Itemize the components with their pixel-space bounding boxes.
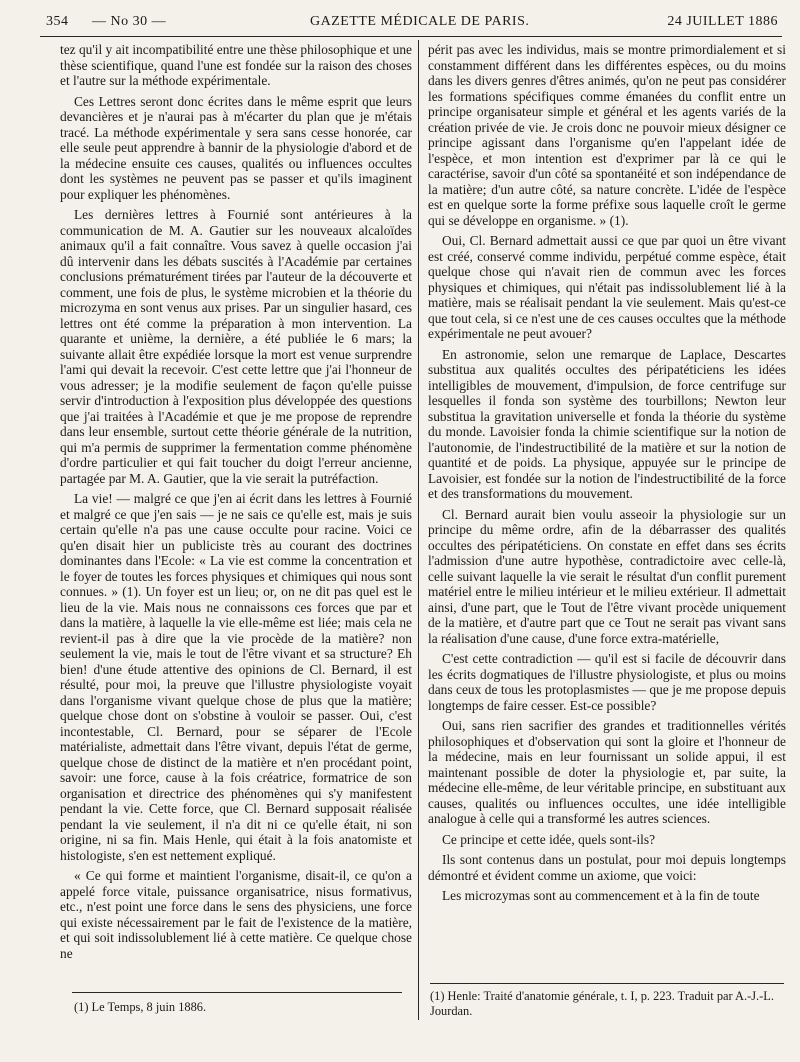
footnote-left: (1) Le Temps, 8 juin 1886. (74, 1000, 207, 1014)
paragraph: tez qu'il y ait incompatibilité entre une thèse philosophique et une thèse scientifique, quand l'une est fondée sur la raison des choses et l'autre sur la méthode expérimentale. (60, 42, 412, 88)
paragraph: La vie! — malgré ce que j'en ai écrit dans les lettres à Fournié et malgré ce que j'en sais — je ne sais ce qu'elle est, mais je suis certain qu'elle n'a pas une cause occulte pour racine. Voici ce qu'en disait hier un publiciste très au courant des doctrines dominantes dans l'Ecole: « La vie est comme la concentration et le foyer de toutes les forces physiques et chimiques qui nous sont connues. » (1). Un foyer est un lieu; or, on ne dit pas quel est le lieu de la vie. Mais nous ne connaissons ces forces que par et dans la matière, à laquelle la vie elle-même est liée; mais cela ne revient-il pas à dire que la vie procède de la matière? non seulement la vie, mais le tout de l'être vivant et sa structure? Eh bien! d'une étude attentive des opinions de Cl. Bernard, il est résulté, pour moi, la preuve que l'illustre physiologiste voyait dans l'organisme vivant quelque chose de plus que la matière; quelque chose dont on s'obstine à vouloir se passer. Oui, c'est incontestable, Cl. Bernard, pour se séparer de l'Ecole matérialiste, admettait dans l'être vivant, depuis l'état de germe, quelque chose de distinct de la matière et n'en procédant point, savoir: une force, cause à la fois créatrice, formatrice de son organisation et directrice des phénomènes qui s'y manifestent pendant la vie. Cette force, que Cl. Bernard supposait réalisée pendant la vie seulement, il n'a dit ni ce qu'elle était, ni son origine, ni sa fin. Mais Henle, qui était à la fois anatomiste et histologiste, s'en est nettement expliqué. (60, 491, 412, 863)
issue-number: — No 30 — (92, 14, 167, 29)
paragraph: Ces Lettres seront donc écrites dans le même esprit que leurs devancières et je n'aurai pas à m'écarter du plan que je m'étais tracé. La méthode expérimentale y sera sans cesse honorée, car elle seule peut apprendre à bannir de la physiologie d'abord et de la médecine ensuite ces causes, qualités ou influences occultes dont les systèmes ne peuvent pas se passer et qu'ils imaginent pour expliquer les phénomènes. (60, 93, 412, 202)
footnote-right: (1) Henle: Traité d'anatomie générale, t. I, p. 223. Traduit par A.-J.-L. Jourdan. (430, 989, 774, 1018)
paragraph: Les dernières lettres à Fournié sont antérieures à la communication de M. A. Gautier sur les nouveaux alcaloïdes animaux qu'il a fait connaître. Vous savez à quelle occasion j'ai dû intervenir dans les débats suscités à l'Académie par certaines conclusions prématurément tirées par l'auteur de la découverte et comment, une fois de plus, le système microbien et la théorie du microzyma en sont venus aux prises. Par un singulier hasard, ces lettres ont été comme la préparation à mon intervention. La quarante et unième, la dernière, a été publiée le 6 mars; la suivante allait être expédiée lorsque la mort est venue surprendre l'ami qui devait la recevoir. C'est cette lettre que j'ai l'honneur de vous adresser; je la modifie seulement de façon qu'elle puisse servir d'introduction à l'exposition plus développée des questions que j'ai traitées à l'Académie et que je me propose de reprendre dans leur ensemble, surtout cette théorie générale de la nutrition, qui m'a permis de supprimer la fermentation comme phénomène d'ordre particulier et qui fait toucher du doigt l'erreur ancienne, partagée par M. A. Gautier, que la vie serait la putréfaction. (60, 207, 412, 486)
paragraph: Cl. Bernard aurait bien voulu asseoir la physiologie sur un principe du même ordre, afin de la débarrasser des qualités occultes des péripatéticiens. On constate en effet dans ses écrits l'admission d'une autre hypothèse, contradictoire avec celle-là, celle suivant laquelle la vie serait le résultat d'un conflit purement matériel entre le milieu intérieur et le milieu extérieur. Il admettait ainsi, d'une part, que le Tout de l'être vivant procède uniquement de la matière, et d'autre part que ce Tout ne serait pas vivant sans la réalisation d'une cause, d'une force extra-matérielle, (428, 506, 786, 646)
paragraph: En astronomie, selon une remarque de Laplace, Descartes substitua aux qualités occultes des péripatéticiens les idées intelligibles de mouvement, d'impulsion, de force centrifuge sur lesquelles il fonda son système des tourbillons; Newton leur substitua la gravitation universelle et fonda la théorie du système du monde. Lavoisier fonda la chimie scientifique sur la notion de l'autonomie, de l'indestructibilité de la matière et sur la notion de quantité et de poids. La physique, appuyée sur le principe de Lavoisier, est fondée sur la notion de l'indestructibilité de la force et des transformations du mouvement. (428, 346, 786, 501)
column-divider (418, 40, 419, 1020)
footnote-rule (72, 992, 402, 993)
paragraph: périt pas avec les individus, mais se montre primordialement et si constamment différent dans les différentes espèces, ou du moins dans les divers genres d'êtres animés, qu'on ne peut pas considérer les formations spécifiques comme émanées du conflit entre un principe organisateur simple et général et les agents variés de la création privée de vie. Je crois donc ne pouvoir mieux désigner ce principe agissant dans l'organisme qu'en l'appelant idée de l'espèce, et mon intention est d'exprimer par là ce qui le caractérise, savoir d'un côté sa spontanéité et son indépendance de la matière; d'un autre côté, sa nature concrète. L'idée de l'espèce est en quelque sorte la forme préfixe sous laquelle croît le germe qui se développe en organisme. » (1). (428, 42, 786, 228)
paragraph: Les microzymas sont au commencement et à la fin de toute (442, 888, 760, 903)
paragraph: Oui, sans rien sacrifier des grandes et traditionnelles vérités philosophiques et d'observation qui sont la gloire et l'honneur de la médecine, mais en leur fournissant un solide appui, il est maintenant possible de doter la physiologie et, par suite, la médecine elle-même, de leur véritable principe, en substituant aux causes, qualités ou influences occultes, une idée intelligible analogue à celle qui a transformé les autres sciences. (428, 718, 786, 826)
page-number: 354 (46, 14, 69, 29)
footnote-rule (430, 983, 784, 984)
paragraph: « Ce qui forme et maintient l'organisme, disait-il, ce qu'on a appelé force vitale, puissance organisatrice, nisus formativus, etc., n'est point une force dans le sens des physiciens, une force qui existe nécessairement par le fait de l'existence de la matière, et qui soit indissolublement lié à cette matière. Ce quelque chose ne (60, 868, 412, 961)
issue-date: 24 JUILLET 1886 (667, 14, 778, 29)
paragraph: C'est cette contradiction — qu'il est si facile de découvrir dans les écrits dogmatiques de l'illustre physiologiste, et plus ou moins dans ceux de tous les protoplasmistes — que je me propose depuis longtemps de faire cesser. Est-ce possible? (428, 651, 786, 713)
page-header (40, 12, 782, 37)
journal-title: GAZETTE MÉDICALE DE PARIS. (310, 14, 530, 29)
paragraph: Ce principe et cette idée, quels sont-ils? (442, 831, 656, 847)
left-column (60, 42, 412, 1022)
right-column (428, 42, 786, 1022)
paragraph: Oui, Cl. Bernard admettait aussi ce que par quoi un être vivant est créé, conservé comme individu, perpétué comme espèce, était quelque chose qui n'avait rien de commun avec les forces physiques et chimiques, qui n'était pas indissolublement lié à la matière, mais se réalisait pendant la vie seulement. Mais qu'est-ce que tout cela, si ce n'est une de ces causes occultes que la méthode expérimentale ne peut avouer? (428, 233, 786, 341)
paragraph: Ils sont contenus dans un postulat, pour moi depuis longtemps démontré et évident comme un axiome, que voici: (428, 852, 786, 883)
